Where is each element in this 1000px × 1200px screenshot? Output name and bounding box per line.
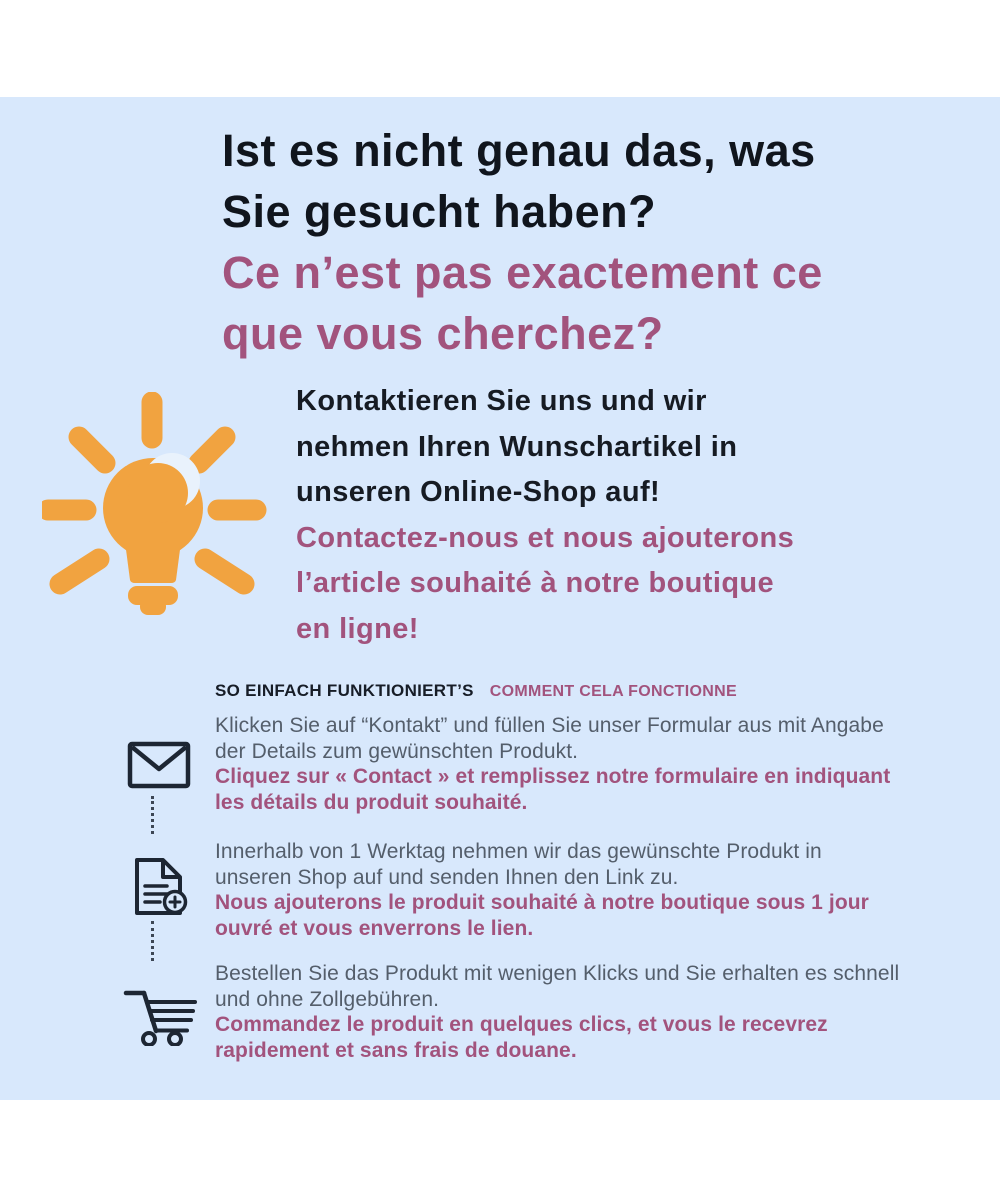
cart-icon [123, 986, 199, 1051]
step-line: rapidement et sans frais de douane. [215, 1038, 577, 1062]
heading-line: Ce n’est pas exactement ce [222, 247, 823, 298]
dotted-connector [151, 921, 154, 961]
envelope-icon [127, 741, 191, 794]
step-3-french [215, 1012, 899, 1063]
heading-line: que vous cherchez? [222, 308, 664, 359]
heading-line: Sie gesucht haben? [222, 186, 657, 237]
step-2-french [215, 890, 869, 941]
intro-line: Kontaktieren Sie uns und wir [296, 385, 707, 417]
step-line: Innerhalb von 1 Werktag nehmen wir das gewünschte Produkt in [215, 840, 822, 863]
step-line: unseren Shop auf und senden Ihnen den Link zu. [215, 865, 679, 889]
intro-line: Contactez-nous et nous ajouterons [296, 521, 795, 554]
intro-text [296, 379, 794, 652]
step-line: Klicken Sie auf “Kontakt” und füllen Sie unser Formular aus mit Angabe [215, 714, 884, 737]
intro-line: unseren Online-Shop auf! [296, 476, 661, 508]
step-line: Commandez le produit en quelques clics, et vous le recevrez [215, 1013, 828, 1037]
step-1-french [215, 764, 890, 815]
step-line: ouvré et vous enverrons le lien. [215, 916, 534, 940]
heading-line: Ist es nicht genau das, was [222, 125, 816, 176]
info-panel [0, 97, 1000, 1100]
step-1-german [215, 713, 890, 764]
intro-line: en ligne! [296, 612, 419, 645]
step-3-german [215, 961, 899, 1012]
step-1 [215, 713, 890, 815]
heading-german [222, 120, 823, 242]
how-it-works-label [215, 681, 737, 701]
step-line: les détails du produit souhaité. [215, 790, 528, 814]
dotted-connector [151, 796, 154, 834]
step-2-german [215, 839, 869, 890]
step-line: und ohne Zollgebühren. [215, 987, 440, 1011]
step-2 [215, 839, 869, 941]
step-line: Cliquez sur « Contact » et remplissez notre formulaire en indiquant [215, 765, 891, 789]
page-title [222, 120, 823, 364]
lightbulb-icon [42, 392, 268, 624]
step-line: Bestellen Sie das Produkt mit wenigen Klicks und Sie erhalten es schnell [215, 962, 900, 985]
intro-line: l’article souhaité à notre boutique [296, 567, 775, 599]
how-it-works-label-german: SO EINFACH FUNKTIONIERT’S [215, 681, 474, 700]
document-add-icon [128, 857, 188, 924]
step-line: der Details zum gewünschten Produkt. [215, 739, 579, 763]
step-line: Nous ajouterons le produit souhaité à notre boutique sous 1 jour [215, 891, 869, 915]
intro-german [296, 379, 794, 516]
intro-french [296, 516, 794, 653]
intro-line: nehmen Ihren Wunschartikel in [296, 430, 738, 463]
heading-french [222, 242, 823, 364]
step-3 [215, 961, 899, 1063]
how-it-works-label-french: COMMENT CELA FONCTIONNE [489, 683, 737, 700]
